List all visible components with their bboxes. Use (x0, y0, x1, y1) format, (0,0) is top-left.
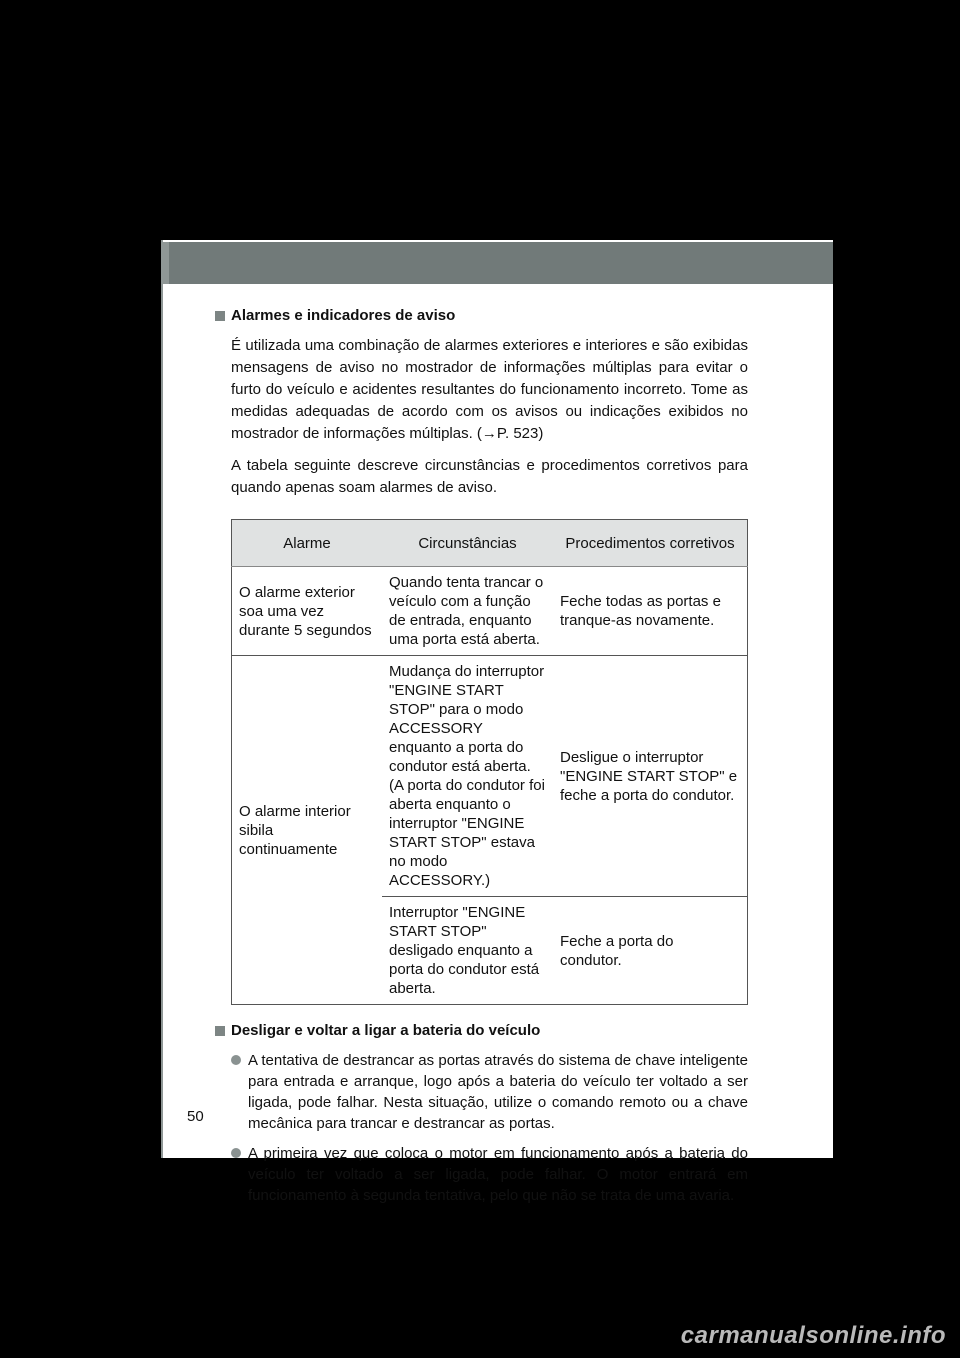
row2-circumstance: Mudança do interruptor "ENGINE START STOP" para o modo ACCESSORY enquanto a porta do condutor está aberta. (A porta do condutor foi aberta enquanto o interruptor "ENGINE START STOP" estava no modo ACCESSORY.) (382, 656, 553, 897)
square-bullet-icon (215, 311, 225, 321)
header-circumstances: Circunstâncias (382, 520, 553, 567)
header-procedures: Procedimentos corretivos (553, 520, 748, 567)
row2-alarm: O alarme interior sibila continuamente (232, 656, 383, 1005)
table-header-row (232, 520, 748, 567)
header-alarm: Alarme (232, 520, 383, 567)
alarm-table (231, 519, 748, 1005)
row1-circumstance: Quando tenta trancar o veículo com a função de entrada, enquanto uma porta está aberta. (382, 567, 553, 656)
row2-procedure: Desligue o interruptor "ENGINE START STOP" e feche a porta do condutor. (553, 656, 748, 897)
intro-paragraph: É utilizada uma combinação de alarmes exteriores e interiores e são exibidas mensagens de aviso no mostrador de informações múltiplas para evitar o furto do veículo e acidentes resultantes do funcionamento incorreto. Tome as medidas adequadas de acordo com os avisos ou indicações exibidos no mostrador de informações múltiplas. (→P. 523) (231, 337, 748, 442)
page-content (215, 306, 748, 1206)
page-number: 50 (187, 1108, 204, 1125)
table-row (232, 567, 748, 656)
circle-bullet-icon (231, 1055, 241, 1065)
section-title-battery (215, 1021, 748, 1041)
manual-page (161, 240, 833, 1204)
list-item-text: A tentativa de destrancar as portas através do sistema de chave inteligente para entrada e arranque, logo após a bateria do veículo ter voltado a ser ligada, pode falhar. Nesta situação, utilize o comando remoto ou a chave mecânica para trancar e destrancar as portas. (248, 1052, 748, 1132)
section-title-text: Alarmes e indicadores de aviso (231, 307, 456, 324)
table-intro-paragraph: A tabela seguinte descreve circunstâncias e procedimentos corretivos para quando apenas soam alarmes de aviso. (231, 457, 748, 496)
list-item (231, 1050, 748, 1134)
row3-procedure: Feche a porta do condutor. (553, 897, 748, 1005)
row1-alarm: O alarme exterior soa uma vez durante 5 segundos (232, 567, 383, 656)
watermark[interactable]: carmanualsonline.info (680, 1322, 946, 1349)
row1-procedure: Feche todas as portas e tranque-as novamente. (553, 567, 748, 656)
row3-circumstance: Interruptor "ENGINE START STOP" desligado enquanto a porta do condutor está aberta. (382, 897, 553, 1005)
list-item-text: A primeira vez que coloca o motor em funcionamento após a bateria do veículo ter voltado a ser ligada, pode falhar. O motor entrará em funcionamento à segunda tentativa, pelo que não se trata de uma avaria. (248, 1145, 748, 1204)
section-title-text: Desligar e voltar a ligar a bateria do veículo (231, 1022, 541, 1039)
square-bullet-icon (215, 1026, 225, 1036)
table-row (232, 656, 748, 897)
section-title-alarms (215, 306, 748, 326)
circle-bullet-icon (231, 1148, 241, 1158)
header-band (163, 242, 833, 284)
list-item (231, 1143, 748, 1206)
